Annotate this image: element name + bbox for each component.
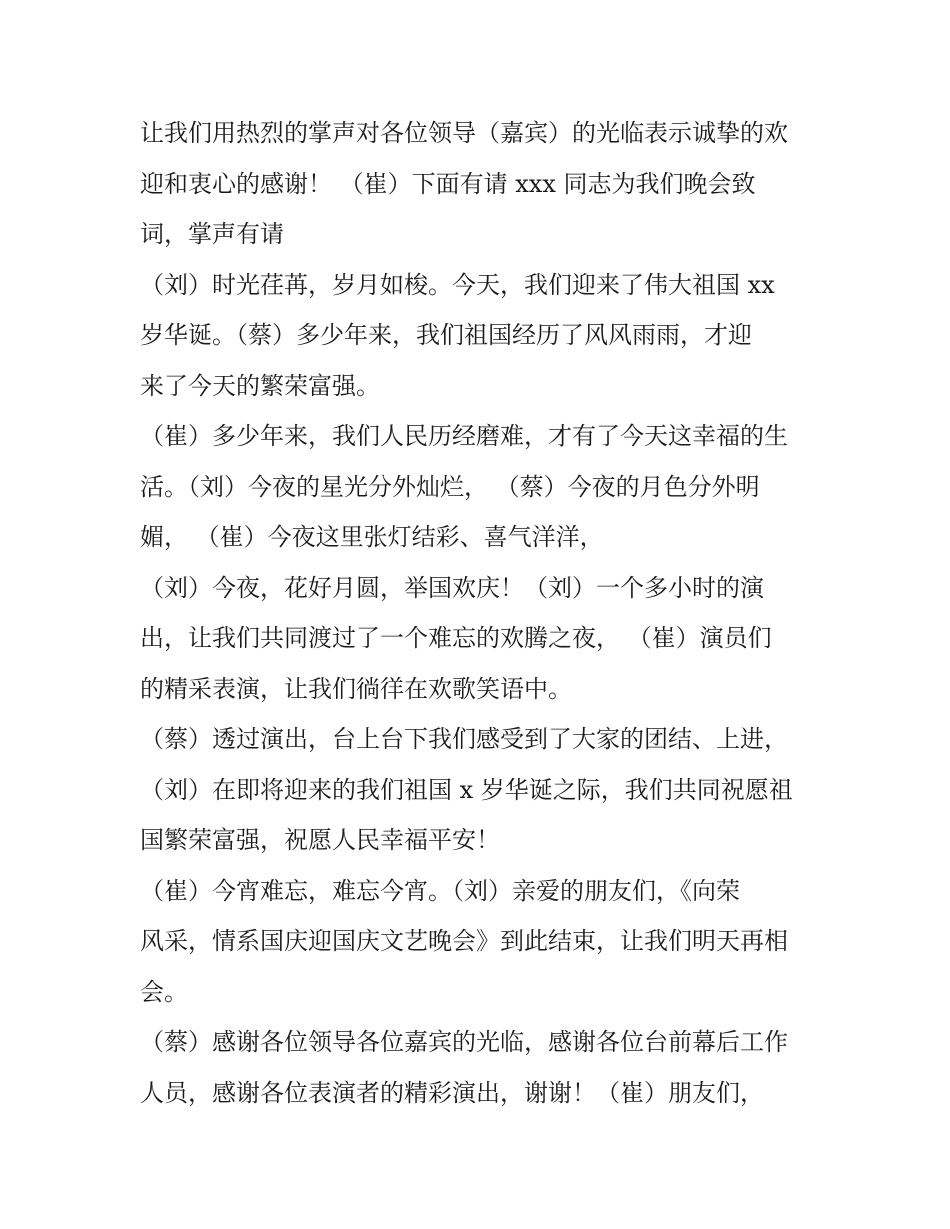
document-body [140, 108, 820, 1118]
text-line: 出，让我们共同渡过了一个难忘的欢腾之夜， （崔）演员们 [140, 624, 772, 652]
text-line: 会。 [140, 977, 188, 1006]
text-line: （崔）多少年来，我们人民历经磨难，才有了今天这幸福的生 [140, 422, 788, 450]
text-line: （蔡）感谢各位领导各位嘉宾的光临，感谢各位台前幕后工作 [140, 1028, 788, 1056]
text-line: 来了今天的繁荣富强。 [140, 371, 380, 400]
text-line: 风采，情系国庆迎国庆文艺晚会》到此结束，让我们明天再相 [140, 927, 788, 955]
text-line: 岁华诞。（蔡）多少年来，我们祖国经历了风风雨雨，才迎 [140, 321, 752, 349]
text-line: 活。（刘）今夜的星光分外灿烂， （蔡）今夜的月色分外明 [140, 472, 760, 501]
text-line: 的精采表演，让我们徜徉在欢歌笑语中。 [140, 674, 572, 703]
text-line: 人员，感谢各位表演者的精彩演出，谢谢！（崔）朋友们， [140, 1078, 764, 1107]
text-line: （蔡）透过演出，台上台下我们感受到了大家的团结、上进， [140, 725, 788, 753]
text-line: （刘）时光荏苒，岁月如梭。今天，我们迎来了伟大祖国 xx [140, 270, 775, 299]
text-line: （刘）在即将迎来的我们祖国 x 岁华诞之际，我们共同祝愿祖 [140, 775, 793, 804]
text-line: 国繁荣富强，祝愿人民幸福平安！ [140, 826, 500, 854]
text-line: 让我们用热烈的掌声对各位领导（嘉宾）的光临表示诚挚的欢 [140, 119, 788, 147]
text-line: （崔）今宵难忘，难忘今宵。（刘）亲爱的朋友们，《向荣 [140, 876, 740, 905]
text-line: 词，掌声有请 [140, 220, 284, 248]
text-line: 迎和衷心的感谢！ （崔）下面有请 xxx 同志为我们晚会致 [140, 169, 756, 198]
text-line: 媚， （崔）今夜这里张灯结彩、喜气洋洋， [140, 523, 604, 551]
text-line: （刘）今夜，花好月圆，举国欢庆！（刘）一个多小时的演 [140, 573, 764, 602]
